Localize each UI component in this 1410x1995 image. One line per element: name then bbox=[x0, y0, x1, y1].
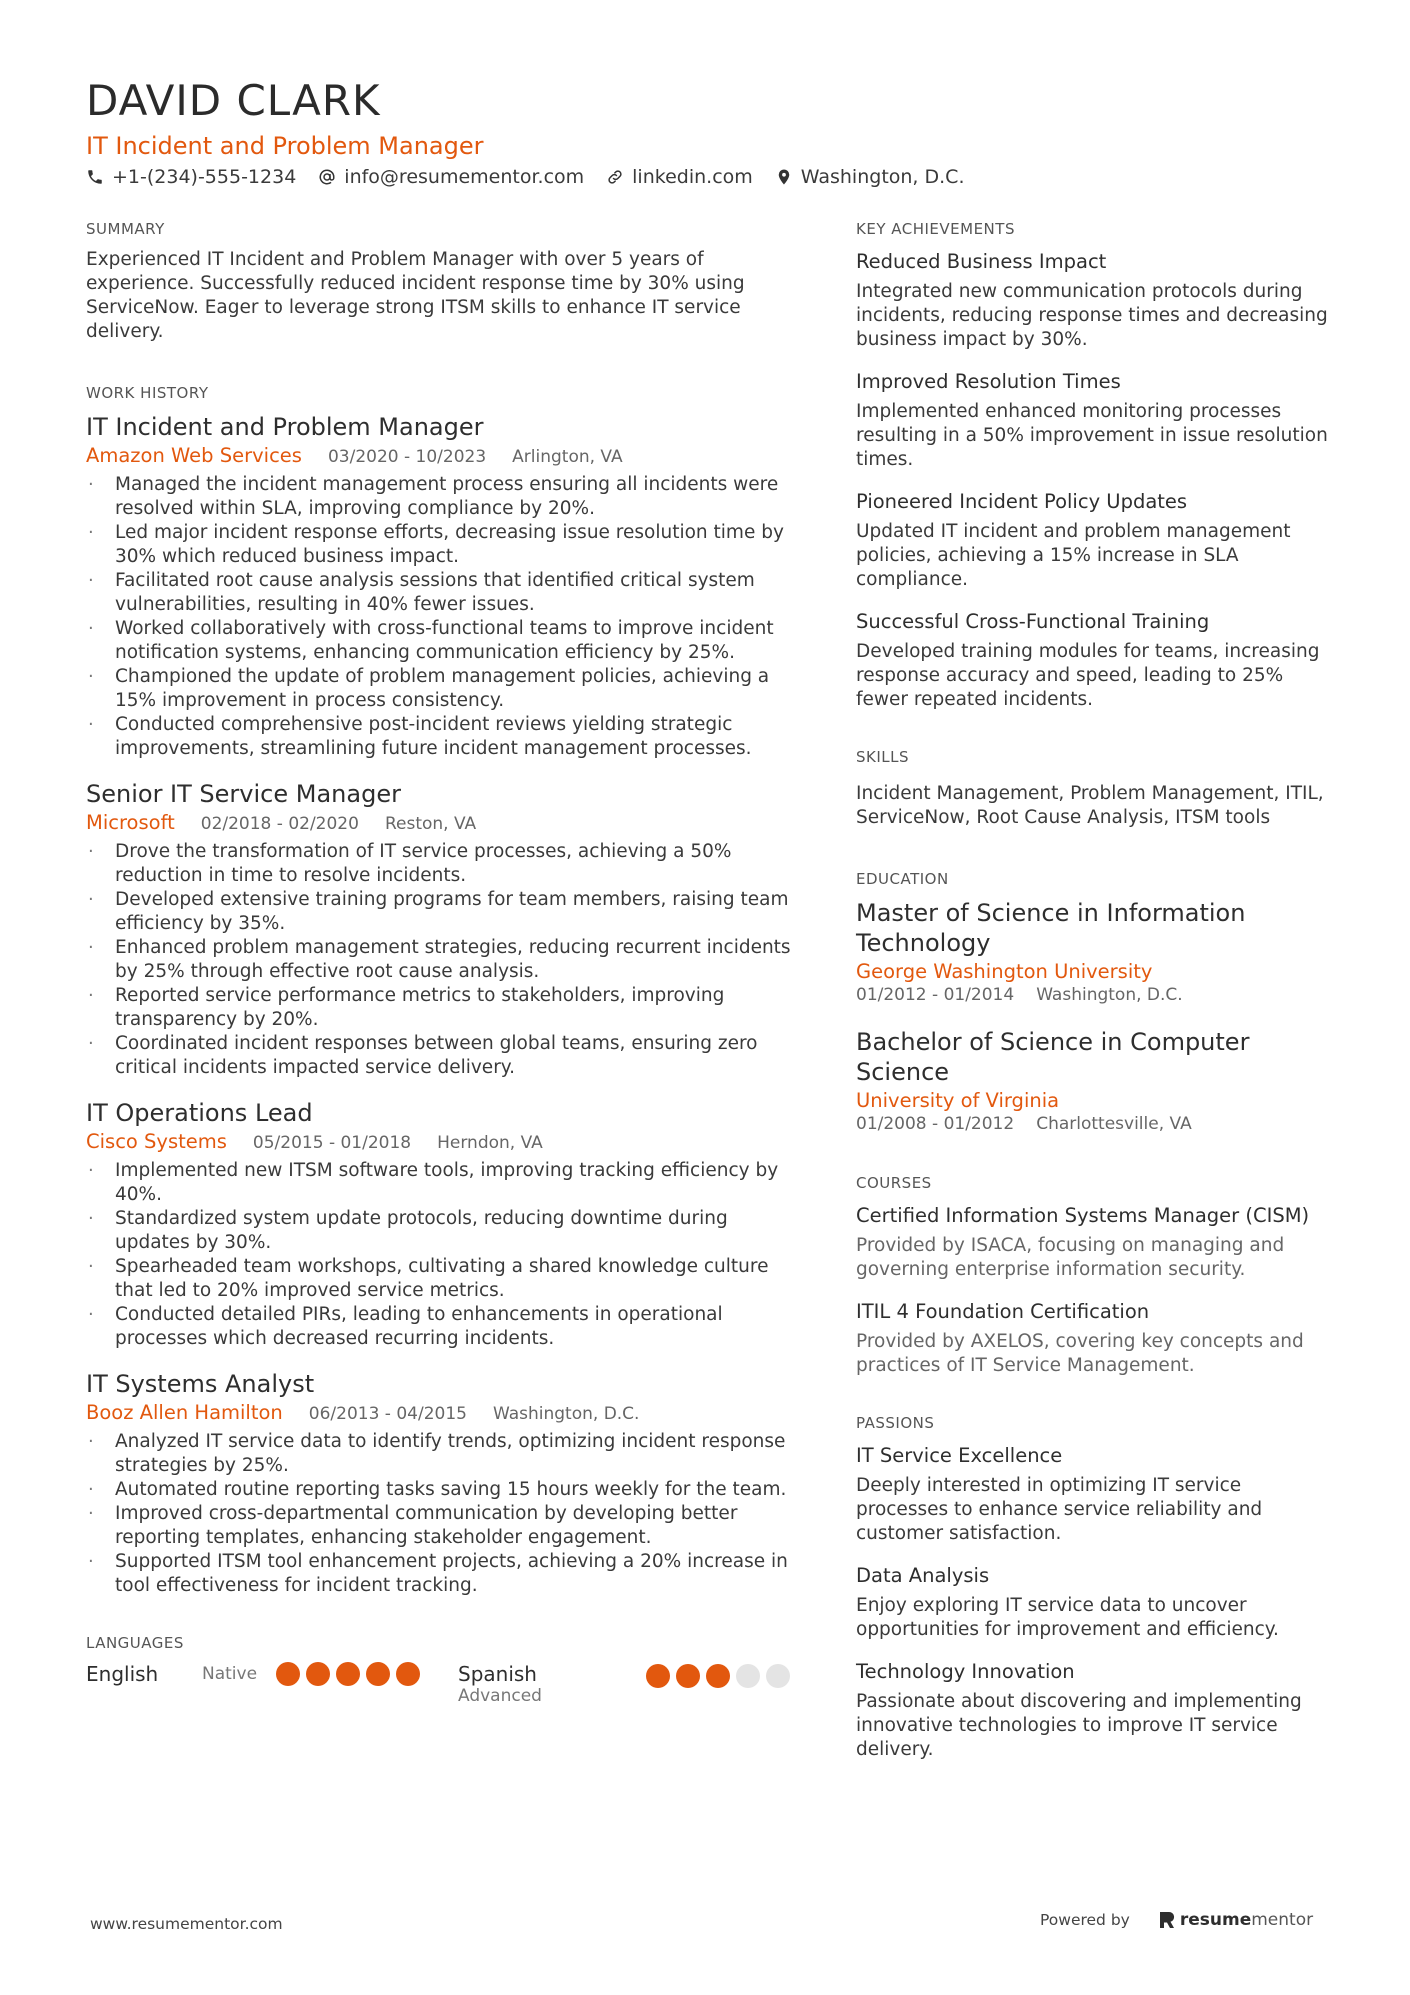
education-degree: Master of Science in Information Technology bbox=[856, 899, 1246, 957]
location-icon bbox=[775, 168, 793, 186]
language-item bbox=[86, 1662, 458, 1686]
course-desc: Provided by AXELOS, covering key concepts and practices of IT Service Management. bbox=[856, 1331, 1304, 1376]
course-title: Certified Information Systems Manager (CISM) bbox=[856, 1204, 1310, 1227]
contact-phone-text: +1-(234)-555-1234 bbox=[112, 166, 297, 188]
passion-title: Technology Innovation bbox=[856, 1660, 1075, 1683]
achievement-desc: Developed training modules for teams, increasing response accuracy and speed, leading to 25% fewer repeated incidents. bbox=[856, 641, 1320, 710]
languages-row bbox=[86, 1662, 796, 1706]
rating-dot-filled bbox=[396, 1662, 420, 1686]
summary-heading: SUMMARY bbox=[86, 220, 165, 238]
achievement-item bbox=[856, 608, 1331, 712]
rating-dot-filled bbox=[366, 1662, 390, 1686]
job-entry bbox=[86, 1098, 796, 1351]
job-bullet: · Managed the incident management process ensuring all incidents were resolved within SLA, improving compliance by 20%. bbox=[86, 473, 796, 521]
rating-dot-filled bbox=[306, 1662, 330, 1686]
language-rating bbox=[276, 1662, 426, 1686]
course-desc: Provided by ISACA, focusing on managing and governing enterprise information security. bbox=[856, 1235, 1285, 1280]
education-location: Charlottesville, VA bbox=[1036, 1114, 1192, 1134]
job-bullet: · Implemented new ITSM software tools, improving tracking efficiency by 40%. bbox=[86, 1159, 796, 1207]
rating-dot-filled bbox=[676, 1664, 700, 1688]
right-column bbox=[856, 220, 1331, 1762]
passions-section bbox=[856, 1414, 1331, 1762]
job-bullet: · Enhanced problem management strategies, reducing recurrent incidents by 25% through effective root cause analysis. bbox=[86, 936, 796, 984]
rating-dot-filled bbox=[706, 1664, 730, 1688]
job-dates: 06/2013 - 04/2015 bbox=[308, 1404, 467, 1424]
at-icon bbox=[318, 168, 336, 186]
rating-dot-filled bbox=[646, 1664, 670, 1688]
job-location: Washington, D.C. bbox=[492, 1404, 640, 1424]
passion-desc: Passionate about discovering and implementing innovative technologies to improve IT service delivery. bbox=[856, 1691, 1302, 1760]
skills-heading: SKILLS bbox=[856, 748, 910, 766]
education-item bbox=[856, 1027, 1331, 1134]
job-bullet: · Supported ITSM tool enhancement projects, achieving a 20% increase in tool effectiveness for incident tracking. bbox=[86, 1550, 796, 1598]
achievement-title: Successful Cross-Functional Training bbox=[856, 610, 1210, 633]
job-bullet: · Worked collaboratively with cross-functional teams to improve incident notification systems, enhancing communication efficiency by 25%. bbox=[86, 617, 796, 665]
achievement-title: Improved Resolution Times bbox=[856, 370, 1121, 393]
summary-text: Experienced IT Incident and Problem Manager with over 5 years of experience. Successfully reduced incident response time by 30% using ServiceNow. Eager to leverage strong ITSM skills to enhance IT service delivery. bbox=[86, 249, 745, 342]
brand-logo[interactable] bbox=[1158, 1910, 1313, 1930]
passion-title: IT Service Excellence bbox=[856, 1444, 1063, 1467]
job-company: Microsoft bbox=[86, 811, 175, 834]
brand-name-part2: mentor bbox=[1251, 1910, 1314, 1930]
courses-heading: COURSES bbox=[856, 1174, 932, 1192]
job-company: Booz Allen Hamilton bbox=[86, 1401, 283, 1424]
job-bullet: · Drove the transformation of IT service processes, achieving a 50% reduction in time to resolve incidents. bbox=[86, 840, 796, 888]
job-entry bbox=[86, 1369, 796, 1598]
achievement-item bbox=[856, 248, 1331, 352]
passion-item bbox=[856, 1562, 1331, 1642]
job-dates: 03/2020 - 10/2023 bbox=[327, 447, 487, 467]
powered-by-label: Powered by bbox=[1040, 1911, 1130, 1929]
job-bullets bbox=[86, 840, 796, 1080]
job-dates: 02/2018 - 02/2020 bbox=[200, 814, 359, 834]
job-bullet: · Facilitated root cause analysis sessions that identified critical system vulnerabilities, resulting in 40% fewer issues. bbox=[86, 569, 796, 617]
achievement-item bbox=[856, 368, 1331, 472]
skills-section bbox=[856, 748, 1331, 830]
job-meta bbox=[86, 1130, 796, 1153]
contact-email-text: info@resumementor.com bbox=[344, 166, 585, 188]
footer-powered-by bbox=[1040, 1910, 1313, 1930]
language-rating bbox=[646, 1664, 796, 1688]
passion-title: Data Analysis bbox=[856, 1564, 990, 1587]
job-bullet: · Automated routine reporting tasks saving 15 hours weekly for the team. bbox=[86, 1478, 796, 1502]
achievements-section bbox=[856, 220, 1331, 712]
contact-linkedin-text: linkedin.com bbox=[632, 166, 753, 188]
job-bullet: · Improved cross-departmental communication by developing better reporting templates, enhancing stakeholder engagement. bbox=[86, 1502, 796, 1550]
contact-linkedin[interactable] bbox=[606, 166, 753, 188]
job-bullet: · Conducted comprehensive post-incident reviews yielding strategic improvements, streamlining future incident management processes. bbox=[86, 713, 796, 761]
course-title: ITIL 4 Foundation Certification bbox=[856, 1300, 1150, 1323]
contact-location bbox=[775, 166, 965, 188]
language-name: Spanish bbox=[458, 1662, 537, 1686]
education-dates: 01/2008 - 01/2012 bbox=[856, 1114, 1015, 1134]
passion-desc: Deeply interested in optimizing IT service processes to enhance service reliability and customer satisfaction. bbox=[856, 1475, 1263, 1544]
left-column bbox=[86, 220, 796, 1706]
passions-heading: PASSIONS bbox=[856, 1414, 935, 1432]
job-bullet: · Led major incident response efforts, decreasing issue resolution time by 30% which reduced business impact. bbox=[86, 521, 796, 569]
job-location: Arlington, VA bbox=[512, 447, 623, 467]
footer-website[interactable]: www.resumementor.com bbox=[90, 1915, 283, 1933]
link-icon bbox=[606, 168, 624, 186]
job-bullet: · Standardized system update protocols, reducing downtime during updates by 30%. bbox=[86, 1207, 796, 1255]
job-location: Reston, VA bbox=[384, 814, 477, 834]
contact-location-text: Washington, D.C. bbox=[800, 166, 965, 188]
education-meta bbox=[856, 985, 1331, 1005]
job-location: Herndon, VA bbox=[437, 1133, 543, 1153]
job-meta bbox=[86, 444, 796, 467]
language-level: Native bbox=[202, 1664, 258, 1684]
job-title: IT Incident and Problem Manager bbox=[86, 413, 484, 441]
job-company: Amazon Web Services bbox=[86, 444, 302, 467]
language-name: English bbox=[86, 1662, 159, 1686]
job-bullet: · Analyzed IT service data to identify trends, optimizing incident response strategies by 25%. bbox=[86, 1430, 796, 1478]
job-bullet: · Reported service performance metrics to stakeholders, improving transparency by 20%. bbox=[86, 984, 796, 1032]
languages-heading: LANGUAGES bbox=[86, 1634, 184, 1652]
contact-phone[interactable] bbox=[86, 166, 296, 188]
education-meta bbox=[856, 1114, 1331, 1134]
education-location: Washington, D.C. bbox=[1036, 985, 1183, 1005]
passion-desc: Enjoy exploring IT service data to uncover opportunities for improvement and efficiency. bbox=[856, 1595, 1279, 1640]
passion-item bbox=[856, 1442, 1331, 1546]
job-entry bbox=[86, 412, 796, 761]
languages-section bbox=[86, 1634, 796, 1706]
education-degree: Bachelor of Science in Computer Science bbox=[856, 1028, 1250, 1086]
education-school: University of Virginia bbox=[856, 1089, 1060, 1112]
job-bullet: · Conducted detailed PIRs, leading to enhancements in operational processes which decreased recurring incidents. bbox=[86, 1303, 796, 1351]
job-entry bbox=[86, 779, 796, 1080]
resumementor-logo-icon bbox=[1158, 1910, 1176, 1930]
candidate-role: IT Incident and Problem Manager bbox=[86, 132, 484, 160]
job-bullet: · Developed extensive training programs for team members, raising team efficiency by 35%. bbox=[86, 888, 796, 936]
job-company: Cisco Systems bbox=[86, 1130, 227, 1153]
contact-email[interactable] bbox=[318, 166, 584, 188]
job-bullets bbox=[86, 1159, 796, 1351]
phone-icon bbox=[86, 168, 104, 186]
job-bullets bbox=[86, 473, 796, 761]
job-bullet: · Championed the update of problem management policies, achieving a 15% improvement in process consistency. bbox=[86, 665, 796, 713]
achievement-desc: Integrated new communication protocols during incidents, reducing response times and decreasing business impact by 30%. bbox=[856, 281, 1328, 350]
passion-item bbox=[856, 1658, 1331, 1762]
brand-name-part1: resume bbox=[1179, 1910, 1252, 1930]
job-dates: 05/2015 - 01/2018 bbox=[252, 1133, 412, 1153]
rating-dot-filled bbox=[276, 1662, 300, 1686]
job-meta bbox=[86, 1401, 796, 1424]
course-item bbox=[856, 1298, 1331, 1378]
job-title: IT Operations Lead bbox=[86, 1099, 313, 1127]
job-title: Senior IT Service Manager bbox=[86, 780, 401, 808]
courses-section bbox=[856, 1174, 1331, 1378]
skills-text: Incident Management, Problem Management, ITIL, ServiceNow, Root Cause Analysis, ITSM tools bbox=[856, 783, 1324, 828]
summary-section bbox=[86, 220, 796, 344]
education-section bbox=[856, 870, 1331, 1134]
job-bullets bbox=[86, 1430, 796, 1598]
achievement-item bbox=[856, 488, 1331, 592]
language-level: Advanced bbox=[458, 1686, 542, 1706]
rating-dot-empty bbox=[766, 1664, 790, 1688]
rating-dot-empty bbox=[736, 1664, 760, 1688]
achievement-title: Reduced Business Impact bbox=[856, 250, 1107, 273]
contact-bar bbox=[86, 166, 987, 188]
course-item bbox=[856, 1202, 1331, 1282]
work-history-section bbox=[86, 384, 796, 1598]
achievement-desc: Implemented enhanced monitoring processes resulting in a 50% improvement in issue resolution times. bbox=[856, 401, 1328, 470]
job-meta bbox=[86, 811, 796, 834]
education-item bbox=[856, 898, 1331, 1005]
job-bullet: · Spearheaded team workshops, cultivating a shared knowledge culture that led to 20% improved service metrics. bbox=[86, 1255, 796, 1303]
language-item bbox=[458, 1662, 796, 1706]
achievement-desc: Updated IT incident and problem management policies, achieving a 15% increase in SLA compliance. bbox=[856, 521, 1291, 590]
work-history-heading: WORK HISTORY bbox=[86, 384, 209, 402]
education-dates: 01/2012 - 01/2014 bbox=[856, 985, 1015, 1005]
job-bullet: · Coordinated incident responses between global teams, ensuring zero critical incidents impacted service delivery. bbox=[86, 1032, 796, 1080]
achievement-title: Pioneered Incident Policy Updates bbox=[856, 490, 1188, 513]
job-title: IT Systems Analyst bbox=[86, 1370, 315, 1398]
education-heading: EDUCATION bbox=[856, 870, 949, 888]
education-school: George Washington University bbox=[856, 960, 1153, 983]
achievements-heading: KEY ACHIEVEMENTS bbox=[856, 220, 1015, 238]
candidate-name: DAVID CLARK bbox=[86, 76, 381, 125]
rating-dot-filled bbox=[336, 1662, 360, 1686]
